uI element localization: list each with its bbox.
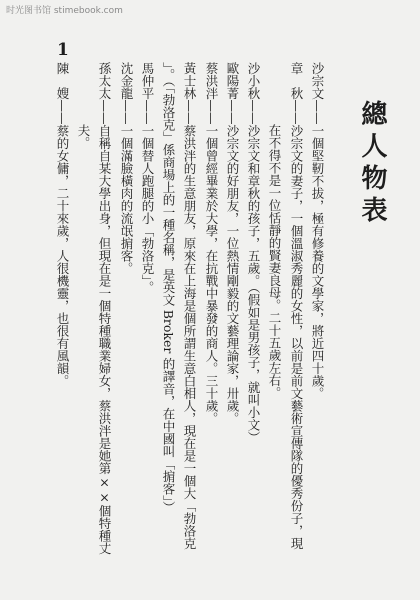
cast-entry-sun-taitai-continued: 夫。 xyxy=(76,124,91,149)
watermark: 时光图书馆 stimebook.com xyxy=(6,6,123,16)
cast-entry-cai-hongpan: 蔡洪泮——一個曾經畢業於大學，在抗戰中暴發的商人。三十歲。 xyxy=(204,62,219,425)
page-title: 總人物表 xyxy=(357,100,387,228)
cast-entry-zhang-qiu-continued: 在不得不是一位恬靜的賢妻良母。二十五歲左右。 xyxy=(267,124,282,399)
cast-entry-sun-taitai: 孫太太——自稱自某大學出身，但現在是一個特種職業婦女，蔡洪泮是她第××個特種丈 xyxy=(97,62,112,555)
cast-entry-ma-zhongping: 馬仲平——一個替人跑腿的小「勃洛克」。 xyxy=(140,62,155,294)
cast-entry-sha-zongwen: 沙宗文——一個堅靭不拔，極有修養的文學家，將近四十歲。 xyxy=(310,62,325,400)
cast-entry-shen-jinlong: 沈金龍——一個滿臉橫肉的流氓掮客。 xyxy=(119,62,134,275)
cast-entry-sha-xiaoqiu: 沙小秋——沙宗文和章秋的孩子，五歲。（假如是男孩子，就叫小文） xyxy=(246,62,261,444)
page-number: 1 xyxy=(57,40,69,60)
cast-entry-chen-sao: 陳 嫂——蔡的女傭，二十來歲，人很機靈，也很有風韻。 xyxy=(55,62,70,387)
cast-entry-huang-shilin: 黃士林——蔡洪泮的生意朋友，原來在上海是個所謂生意白相人，現在是一個大「勃洛克 xyxy=(182,62,197,550)
cast-entry-zhang-qiu: 章 秋——沙宗文的妻子，一個溫淑秀麗的女性，以前是前文藝術宣傳隊的優秀份子，現 xyxy=(289,62,304,550)
cast-entry-huang-shilin-continued: 」。（「勃洛克」係商場上的一種名稱，是英文 Broker 的譯音，在中國叫「掮客」） xyxy=(161,62,176,514)
cast-entry-ouyang-jing: 歐陽菁——沙宗文的好朋友，一位熱情剛毅的文藝理論家，卅歲。 xyxy=(225,62,240,425)
